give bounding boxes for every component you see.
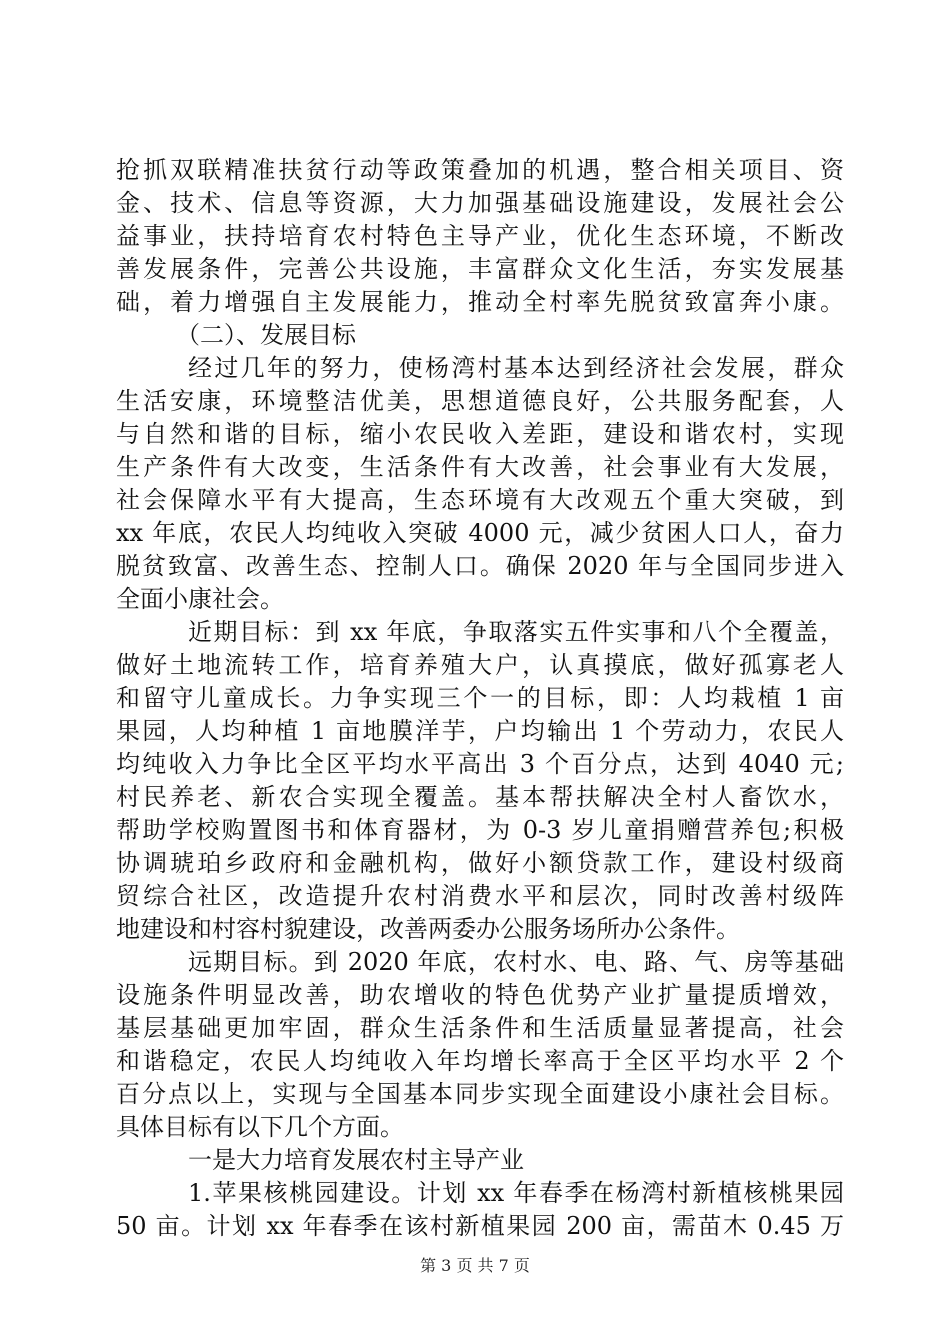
paragraph-line: 益事业，扶持培育农村特色主导产业，优化生态环境，不断改 — [116, 222, 844, 250]
paragraph-line: 50 亩。计划 xx 年春季在该村新植果园 200 亩，需苗木 0.45 万 — [116, 1212, 844, 1240]
paragraph-line: 基层基础更加牢固，群众生活条件和生活质量显著提高，社会 — [116, 1014, 844, 1042]
paragraph-line: 生活安康，环境整洁优美，思想道德良好，公共服务配套，人 — [116, 387, 844, 415]
paragraph-line: 协调琥珀乡政府和金融机构，做好小额贷款工作，建设村级商 — [116, 849, 844, 877]
paragraph-line: 抢抓双联精准扶贫行动等政策叠加的机遇，整合相关项目、资 — [116, 156, 844, 184]
subsection-heading: 一是大力培育发展农村主导产业 — [188, 1146, 524, 1174]
paragraph-line: 做好土地流转工作，培育养殖大户，认真摸底，做好孤寡老人 — [116, 651, 844, 679]
document-body — [116, 154, 844, 1243]
paragraph-line: 与自然和谐的目标，缩小农民收入差距，建设和谐农村，实现 — [116, 420, 844, 448]
paragraph-line: 全面小康社会。 — [116, 585, 284, 613]
paragraph-line: 生产条件有大改变，生活条件有大改善，社会事业有大发展， — [116, 453, 844, 481]
paragraph-line: 和留守儿童成长。力争实现三个一的目标，即：人均栽植 1 亩 — [116, 684, 844, 712]
section-heading: （二）、发展目标 — [176, 321, 356, 349]
paragraph-line: 经过几年的努力，使杨湾村基本达到经济社会发展，群众 — [188, 354, 844, 382]
paragraph-line: 脱贫致富、改善生态、控制人口。确保 2020 年与全国同步进入 — [116, 552, 844, 580]
paragraph-line: 均纯收入力争比全区平均水平高出 3 个百分点，达到 4040 元; — [116, 750, 844, 778]
paragraph-line: 金、技术、信息等资源，大力加强基础设施建设，发展社会公 — [116, 189, 844, 217]
paragraph-line: 善发展条件，完善公共设施，丰富群众文化生活，夯实发展基 — [116, 255, 844, 283]
paragraph-line: 远期目标。到 2020 年底，农村水、电、路、气、房等基础 — [188, 948, 844, 976]
paragraph-line: xx 年底，农民人均纯收入突破 4000 元，减少贫困人口人，奋力 — [116, 519, 844, 547]
paragraph-line: 社会保障水平有大提高，生态环境有大改观五个重大突破，到 — [116, 486, 844, 514]
paragraph-line: 和谐稳定，农民人均纯收入年均增长率高于全区平均水平 2 个 — [116, 1047, 844, 1075]
paragraph-line: 地建设和村容村貌建设，改善两委办公服务场所办公条件。 — [116, 915, 740, 943]
paragraph-line: 础，着力增强自主发展能力，推动全村率先脱贫致富奔小康。 — [116, 288, 844, 316]
page-number-footer: 第 3 页 共 7 页 — [420, 1256, 530, 1275]
paragraph-line: 1.苹果核桃园建设。计划 xx 年春季在杨湾村新植核桃果园 — [188, 1179, 844, 1207]
paragraph-line: 近期目标：到 xx 年底，争取落实五件实事和八个全覆盖， — [188, 618, 844, 646]
paragraph-line: 贸综合社区，改造提升农村消费水平和层次，同时改善村级阵 — [116, 882, 844, 910]
paragraph-line: 村民养老、新农合实现全覆盖。基本帮扶解决全村人畜饮水， — [116, 783, 844, 811]
paragraph-line: 具体目标有以下几个方面。 — [116, 1113, 404, 1141]
paragraph-line: 果园，人均种植 1 亩地膜洋芋，户均输出 1 个劳动力，农民人 — [116, 717, 844, 745]
paragraph-line: 百分点以上，实现与全国基本同步实现全面建设小康社会目标。 — [116, 1080, 844, 1108]
paragraph-line: 帮助学校购置图书和体育器材，为 0-3 岁儿童捐赠营养包;积极 — [116, 816, 844, 844]
paragraph-line: 设施条件明显改善，助农增收的特色优势产业扩量提质增效， — [116, 981, 844, 1009]
